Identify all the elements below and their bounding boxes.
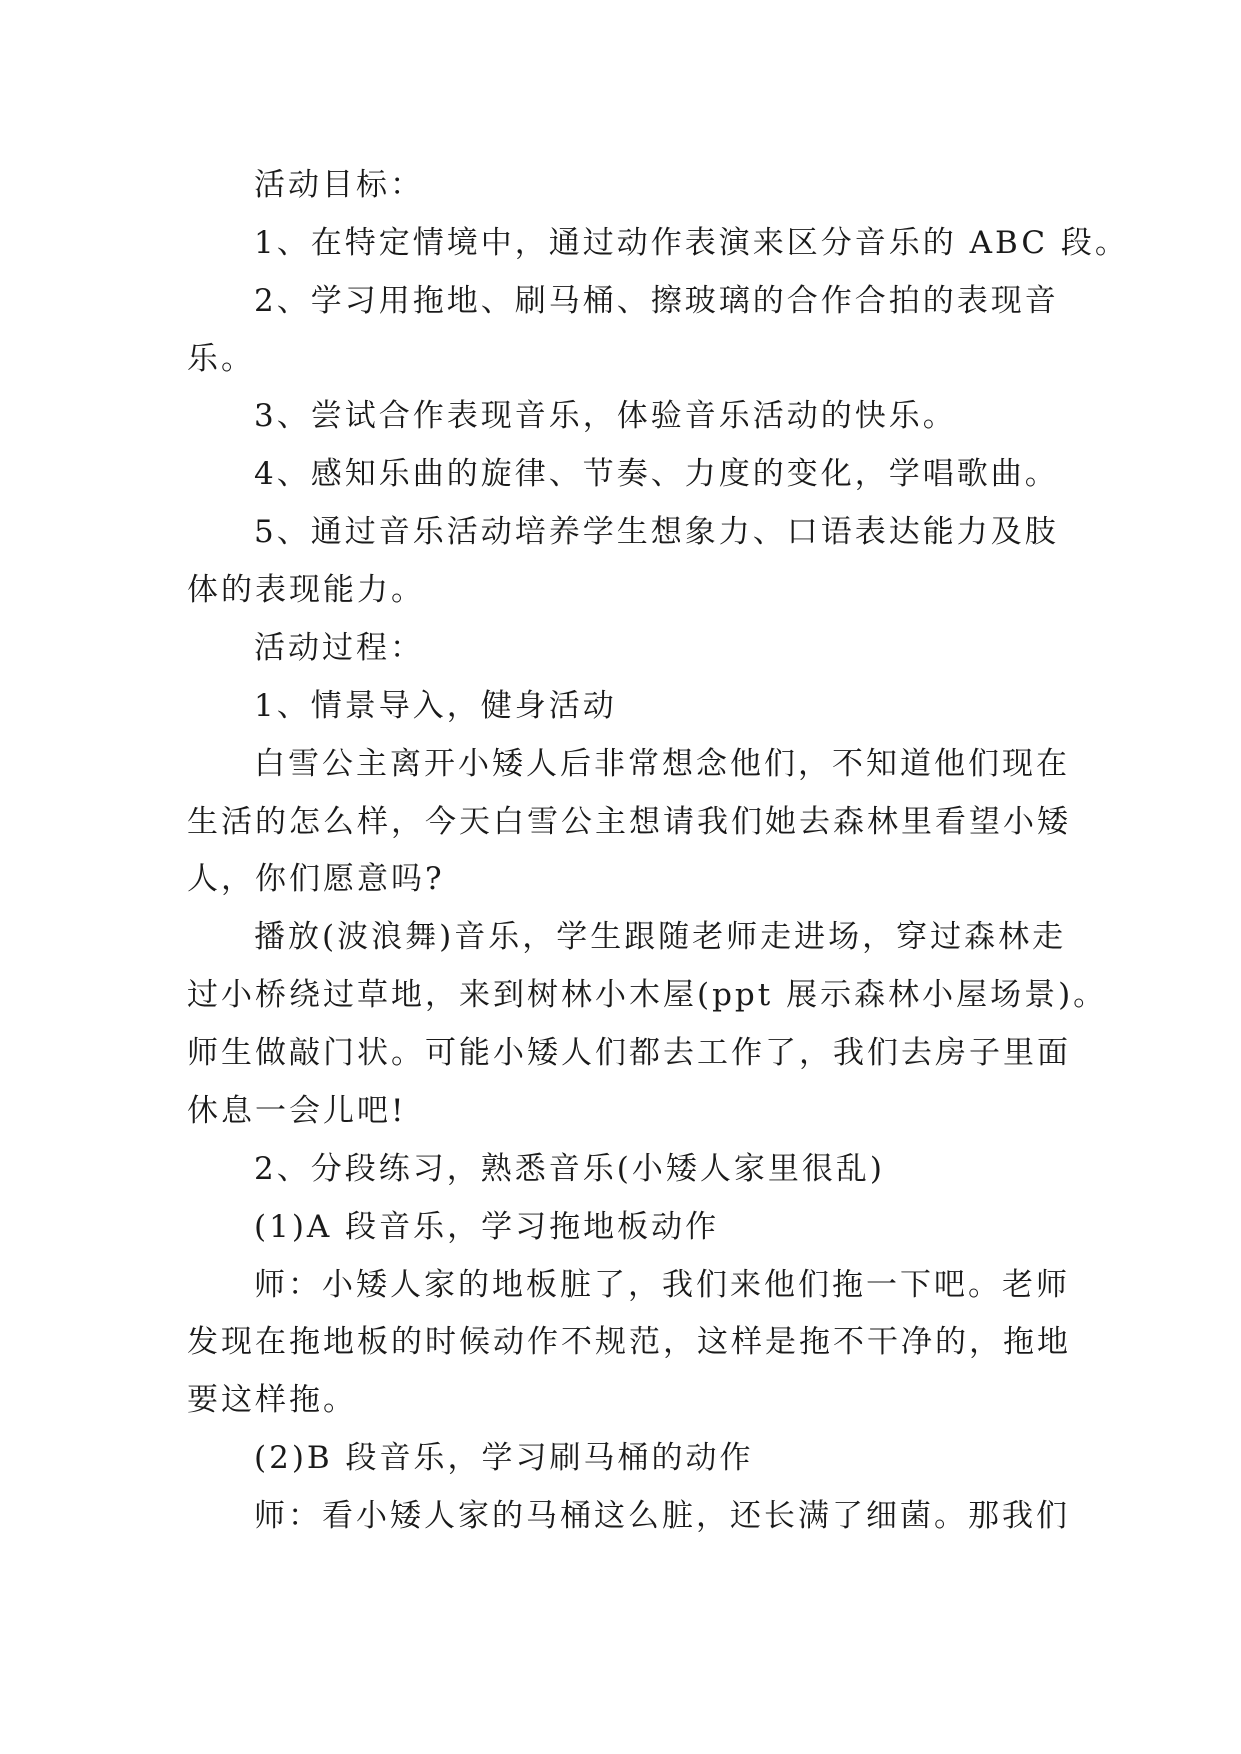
heading-activity-process: 活动过程： <box>254 630 424 666</box>
step-2-title: 2、分段练习，熟悉音乐(小矮人家里很乱) <box>254 1151 885 1187</box>
heading-activity-goals: 活动目标： <box>254 167 424 203</box>
goal-1: 1、在特定情境中，通过动作表演来区分音乐的 ABC 段。 <box>254 225 1129 261</box>
paragraph-line: 生活的怎么样，今天白雪公主想请我们她去森林里看望小矮 <box>187 804 1071 840</box>
paragraph-line: 师：看小矮人家的马桶这么脏，还长满了细菌。那我们 <box>254 1498 1070 1534</box>
goal-5-continued: 体的表现能力。 <box>187 572 425 608</box>
paragraph-line: 发现在拖地板的时候动作不规范，这样是拖不干净的，拖地 <box>187 1324 1071 1360</box>
paragraph-line: 播放(波浪舞)音乐，学生跟随老师走进场，穿过森林走 <box>254 919 1067 955</box>
paragraph-line: 师：小矮人家的地板脏了，我们来他们拖一下吧。老师 <box>254 1267 1070 1303</box>
goal-2: 2、学习用拖地、刷马桶、擦玻璃的合作合拍的表现音 <box>254 283 1059 319</box>
goal-2-continued: 乐。 <box>187 341 255 377</box>
paragraph-line: 白雪公主离开小矮人后非常想念他们，不知道他们现在 <box>254 746 1070 782</box>
goal-4: 4、感知乐曲的旋律、节奏、力度的变化，学唱歌曲。 <box>254 456 1059 492</box>
paragraph-line: 休息一会儿吧! <box>187 1093 407 1129</box>
paragraph-line: 要这样拖。 <box>187 1382 357 1418</box>
goal-5: 5、通过音乐活动培养学生想象力、口语表达能力及肢 <box>254 514 1059 550</box>
step-1-title: 1、情景导入，健身活动 <box>254 688 617 724</box>
section-b-title: (2)B 段音乐，学习刷马桶的动作 <box>254 1440 754 1476</box>
section-a-title: (1)A 段音乐，学习拖地板动作 <box>254 1209 720 1245</box>
goal-3: 3、尝试合作表现音乐，体验音乐活动的快乐。 <box>254 398 957 434</box>
paragraph-line: 人，你们愿意吗? <box>187 861 445 897</box>
paragraph-line: 过小桥绕过草地，来到树林小木屋(ppt 展示森林小屋场景)。 <box>187 977 1108 1013</box>
paragraph-line: 师生做敲门状。可能小矮人们都去工作了，我们去房子里面 <box>187 1035 1071 1071</box>
